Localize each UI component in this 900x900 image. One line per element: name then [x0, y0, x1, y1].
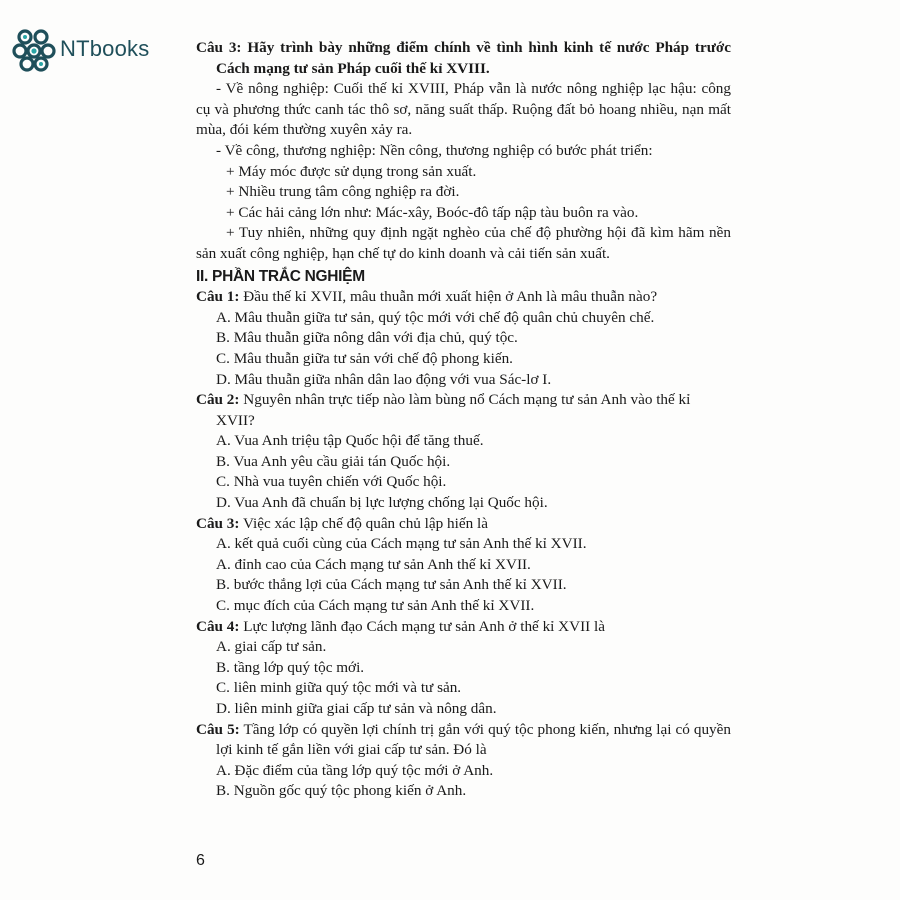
- bullet-item: + Các hải cảng lớn như: Mác-xây, Boóc-đô tấp nập tàu buôn ra vào.: [226, 203, 639, 221]
- answer-option: B. Vua Anh yêu cầu giải tán Quốc hội.: [216, 452, 451, 470]
- answer-option: C. Mâu thuẫn giữa tư sản với chế độ phong kiến.: [216, 349, 513, 367]
- question-5: Câu 5: Tầng lớp có quyền lợi chính trị gắn với quý tộc phong kiến, nhưng lại có quyền lợi kinh tế gắn liền với giai cấp tư sản. Đó là: [196, 720, 731, 759]
- essay-question-3: Câu 3: Hãy trình bày những điểm chính về tình hình kinh tế nước Pháp trước Cách mạng tư sản Pháp cuối thế kỉ XVIII.: [196, 39, 731, 77]
- answer-option: C. liên minh giữa quý tộc mới và tư sản.: [216, 679, 462, 697]
- answer-option: A. Đặc điểm của tầng lớp quý tộc mới ở Anh.: [216, 761, 494, 779]
- ntbooks-logo-icon: [8, 24, 58, 74]
- answer-option: C. mục đích của Cách mạng tư sản Anh thế kỉ XVII.: [216, 597, 535, 615]
- answer-option: B. bước thắng lợi của Cách mạng tư sản Anh thế kỉ XVII.: [216, 576, 567, 594]
- page-number: 6: [196, 852, 205, 869]
- answer-option: A. Mâu thuẫn giữa tư sản, quý tộc mới với chế độ quân chủ chuyên chế.: [216, 308, 655, 326]
- answer-option: B. Mâu thuẫn giữa nông dân với địa chủ, quý tộc.: [216, 329, 518, 347]
- answer-option: A. đỉnh cao của Cách mạng tư sản Anh thế kỉ XVII.: [216, 555, 531, 573]
- section-title: II. PHẦN TRẮC NGHIỆM: [196, 267, 365, 285]
- answer-option: D. Vua Anh đã chuẩn bị lực lượng chống lại Quốc hội.: [216, 494, 548, 512]
- answer-option: A. Vua Anh triệu tập Quốc hội để tăng thuế.: [216, 432, 484, 450]
- answer-option: D. liên minh giữa giai cấp tư sản và nông dân.: [216, 700, 497, 717]
- question-3: Câu 3: Việc xác lập chế độ quân chủ lập hiến là: [196, 514, 488, 532]
- however-paragraph: + Tuy nhiên, những quy định ngặt nghèo của chế độ phường hội đã kìm hãm nền sản xuất công nghiệp, hạn chế tự do kinh doanh và cải tiến sản xuất.: [196, 224, 731, 262]
- answer-option: A. giai cấp tư sản.: [216, 638, 327, 656]
- bullet-item: + Máy móc được sử dụng trong sản xuất.: [226, 162, 477, 180]
- question-2: Câu 2: Nguyên nhân trực tiếp nào làm bùng nổ Cách mạng tư sản Anh vào thế kỉ XVII?: [196, 391, 691, 429]
- answer-option: D. Mâu thuẫn giữa nhân dân lao động với vua Sác-lơ I.: [216, 370, 552, 388]
- answer-option: C. Nhà vua tuyên chiến với Quốc hội.: [216, 473, 447, 491]
- brand-name: NTbooks: [60, 36, 150, 61]
- brand-logo: [8, 24, 149, 74]
- agriculture-paragraph: - Về nông nghiệp: Cuối thế kỉ XVIII, Pháp vẫn là nước nông nghiệp lạc hậu: công cụ và phương thức canh tác thô sơ, năng suất thấp. Ruộng đất bỏ hoang nhiều, nạn mất mùa, đói kém thường xuyên xảy ra.: [196, 80, 731, 139]
- answer-option: A. kết quả cuối cùng của Cách mạng tư sản Anh thế kỉ XVII.: [216, 535, 587, 553]
- bullet-item: + Nhiều trung tâm công nghiệp ra đời.: [226, 183, 460, 201]
- question-4: Câu 4: Lực lượng lãnh đạo Cách mạng tư sản Anh ở thế kỉ XVII là: [196, 617, 605, 635]
- answer-option: B. Nguồn gốc quý tộc phong kiến ở Anh.: [216, 782, 467, 800]
- question-1: Câu 1: Đầu thế kỉ XVII, mâu thuẫn mới xuất hiện ở Anh là mâu thuẫn nào?: [196, 288, 658, 306]
- page-content: [196, 38, 731, 802]
- answer-option: B. tầng lớp quý tộc mới.: [216, 658, 365, 676]
- industry-paragraph: - Về công, thương nghiệp: Nền công, thương nghiệp có bước phát triển:: [216, 141, 653, 159]
